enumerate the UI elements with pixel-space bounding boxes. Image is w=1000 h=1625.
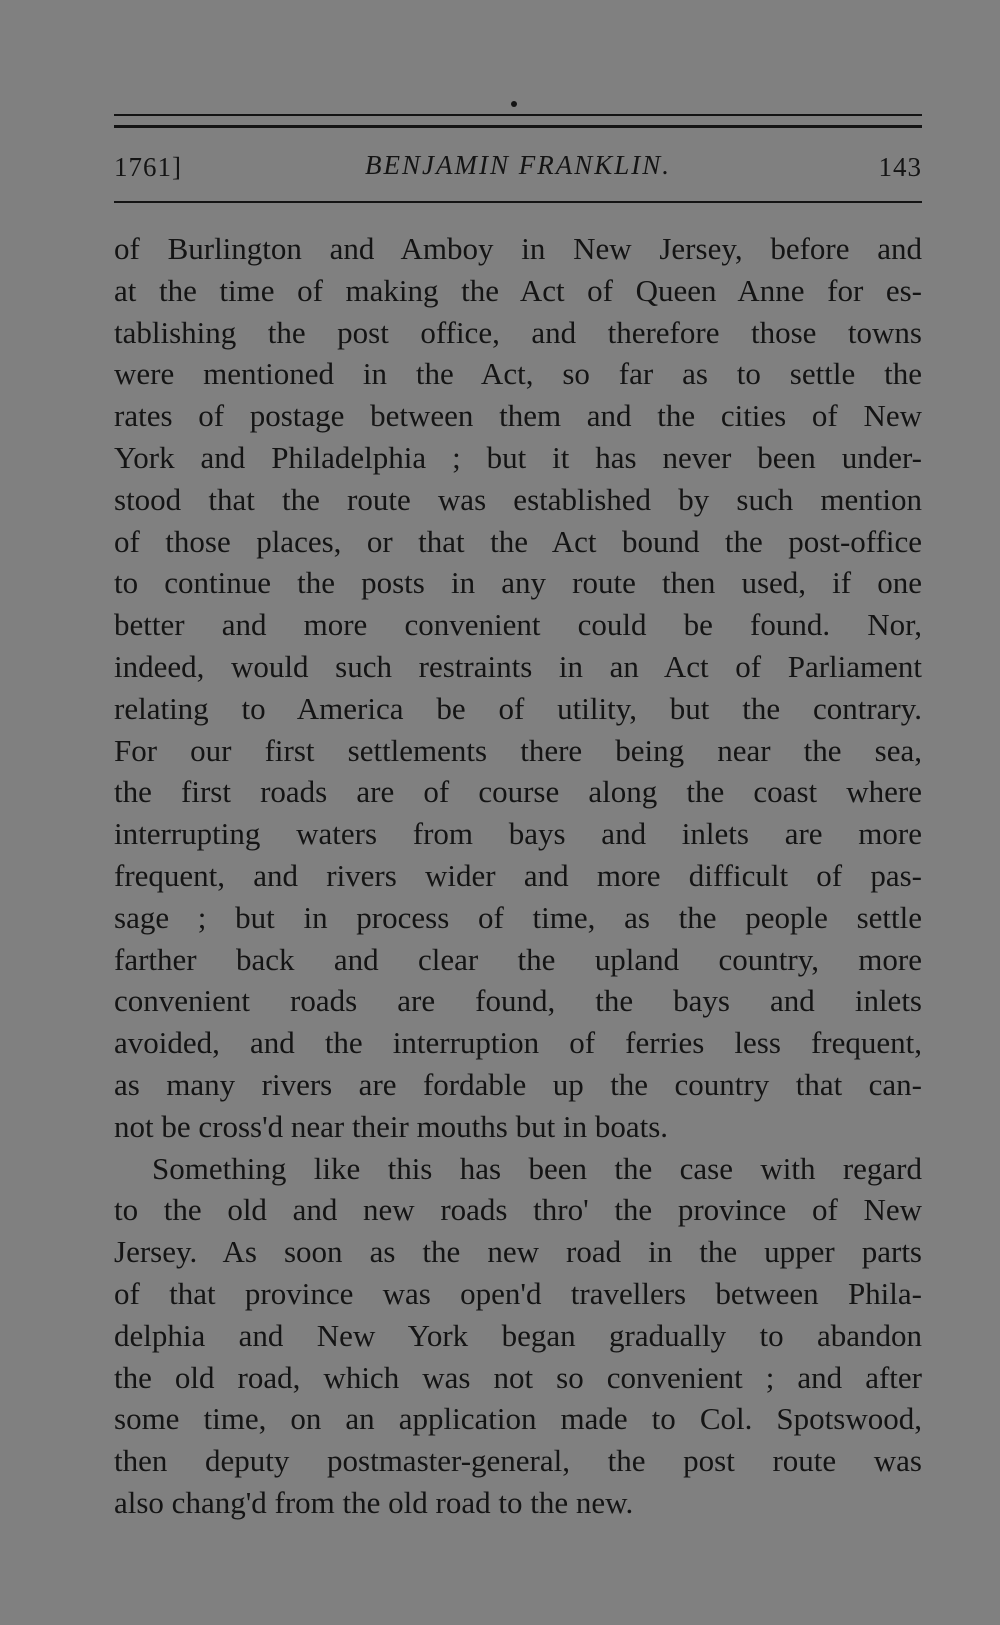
text-line: avoided, and the interruption of ferries less frequent, [114, 1025, 922, 1061]
text-line: some time, on an application made to Col. Spotswood, [114, 1401, 922, 1437]
text-line: delphia and New York began gradually to abandon [114, 1317, 922, 1353]
running-head-year: 1761] [114, 152, 182, 182]
text-line: then deputy postmaster-general, the post route was [114, 1443, 922, 1479]
text-line: For our first settlements there being near the sea, [114, 732, 922, 768]
text-line: tablishing the post office, and therefore those towns [114, 314, 922, 350]
text-line: frequent, and rivers wider and more difficult of pas- [114, 857, 922, 893]
paragraph [114, 1148, 922, 1524]
text-line: relating to America be of utility, but the contrary. [114, 690, 922, 726]
text-line: not be cross'd near their mouths but in boats. [114, 1108, 669, 1144]
text-line: farther back and clear the upland country, more [114, 941, 922, 977]
running-head-title: BENJAMIN FRANKLIN. [365, 150, 671, 180]
text-line: Something like this has been the case with regard [152, 1150, 922, 1186]
text-line: sage ; but in process of time, as the people settle [114, 899, 922, 935]
text-line: indeed, would such restraints in an Act of Parliament [114, 648, 922, 684]
body-text [114, 228, 922, 1524]
top-rule-thick [114, 125, 922, 128]
text-line: York and Philadelphia ; but it has never been under- [114, 439, 922, 475]
text-line: the first roads are of course along the coast where [114, 774, 922, 810]
text-line: of Burlington and Amboy in New Jersey, before and [114, 231, 922, 266]
text-line: to the old and new roads thro' the province of New [114, 1192, 922, 1228]
text-line: rates of postage between them and the cities of New [114, 398, 922, 434]
text-line: also chang'd from the old road to the new. [114, 1484, 634, 1520]
top-rule [114, 114, 922, 116]
text-line: of those places, or that the Act bound the post-office [114, 523, 922, 559]
running-head [114, 150, 922, 190]
text-line: to continue the posts in any route then used, if one [114, 565, 922, 601]
header-rule [114, 201, 922, 203]
text-line: better and more convenient could be found. Nor, [114, 607, 922, 643]
text-line: were mentioned in the Act, so far as to settle the [114, 356, 922, 392]
text-line: stood that the route was established by such mention [114, 481, 922, 517]
text-line: convenient roads are found, the bays and inlets [114, 983, 922, 1019]
paragraph [114, 228, 922, 1148]
text-line: as many rivers are fordable up the country that can- [114, 1066, 922, 1102]
ornament-dot [511, 101, 517, 107]
text-line: interrupting waters from bays and inlets are more [114, 816, 922, 852]
text-line: Jersey. As soon as the new road in the upper parts [114, 1234, 922, 1270]
text-line: the old road, which was not so convenient ; and after [114, 1359, 922, 1395]
text-line: at the time of making the Act of Queen Anne for es- [114, 272, 922, 308]
page-number: 143 [878, 152, 922, 182]
text-line: of that province was open'd travellers between Phila- [114, 1275, 922, 1311]
